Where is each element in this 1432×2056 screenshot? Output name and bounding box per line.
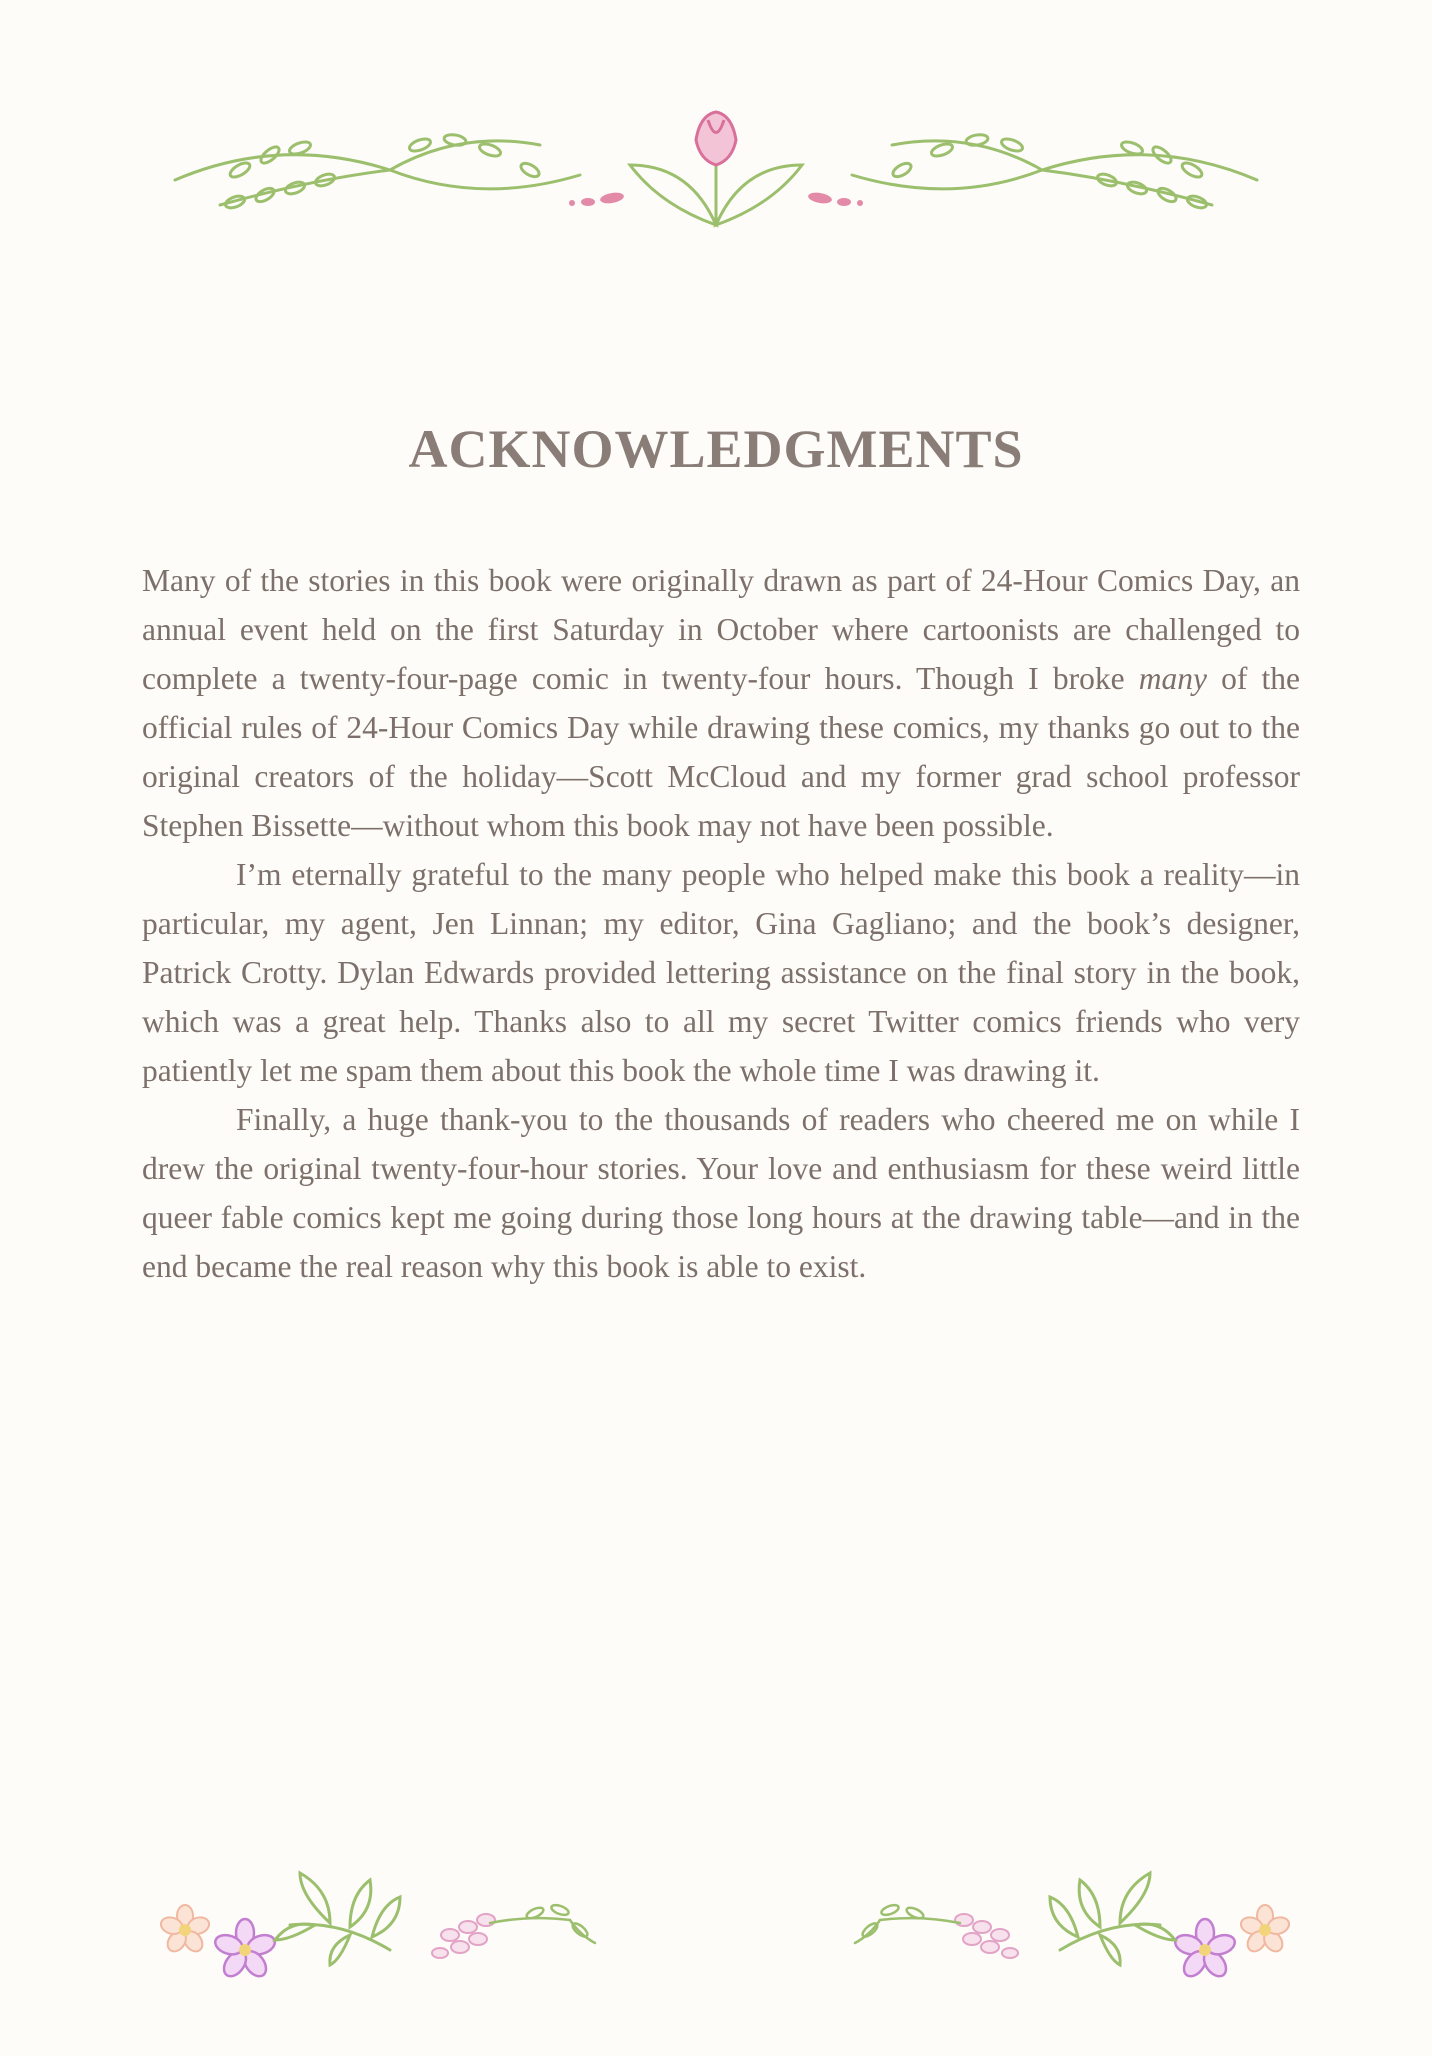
vine-tulip-ornament	[160, 110, 1272, 240]
acknowledgments-body	[142, 556, 1300, 1291]
peach-flower-icon	[1239, 1905, 1291, 1955]
paragraph-1-emphasis: many	[1138, 661, 1207, 696]
paragraph-1-text-end: of the official rules of 24-Hour Comics Day while drawing these comics, my thanks go out to the original creators of the holiday—Scott McCloud and my former grad school professor Stephen Bissette—without whom this book may not have been possible.	[142, 661, 1300, 843]
purple-flower-icon	[1173, 1919, 1238, 1980]
paragraph-1	[142, 556, 1300, 850]
peach-flower-icon	[159, 1905, 211, 1955]
flowers-leaves-ornament	[800, 1865, 1300, 1995]
page-title: ACKNOWLEDGMENTS	[408, 419, 1024, 479]
paragraph-3: Finally, a huge thank-you to the thousands of readers who cheered me on while I drew the original twenty-four-hour stories. Your love and enthusiasm for these weird little queer fable comics kept me going during those long hours at the drawing table—and in the end became the real reason why this book is able to exist.	[142, 1102, 1300, 1284]
paragraph-2: I’m eternally grateful to the many people who helped make this book a reality—in particular, my agent, Jen Linnan; my editor, Gina Gagliano; and the book’s designer, Patrick Crotty. Dylan Edwards provided lettering assistance on the final story in the book, which was a great help. Thanks also to all my secret Twitter comics friends who very patiently let me spam them about this book the whole time I was drawing it.	[142, 857, 1300, 1088]
purple-flower-icon	[213, 1919, 278, 1980]
flowers-leaves-ornament	[150, 1865, 650, 1995]
paragraph-1-text-start: Many of the stories in this book were originally drawn as part of 24-Hour Comics Day, an annual event held on the first Saturday in October where cartoonists are challenged to complete a twenty-four-page comic in twenty-four hours. Though I broke	[142, 563, 1300, 696]
